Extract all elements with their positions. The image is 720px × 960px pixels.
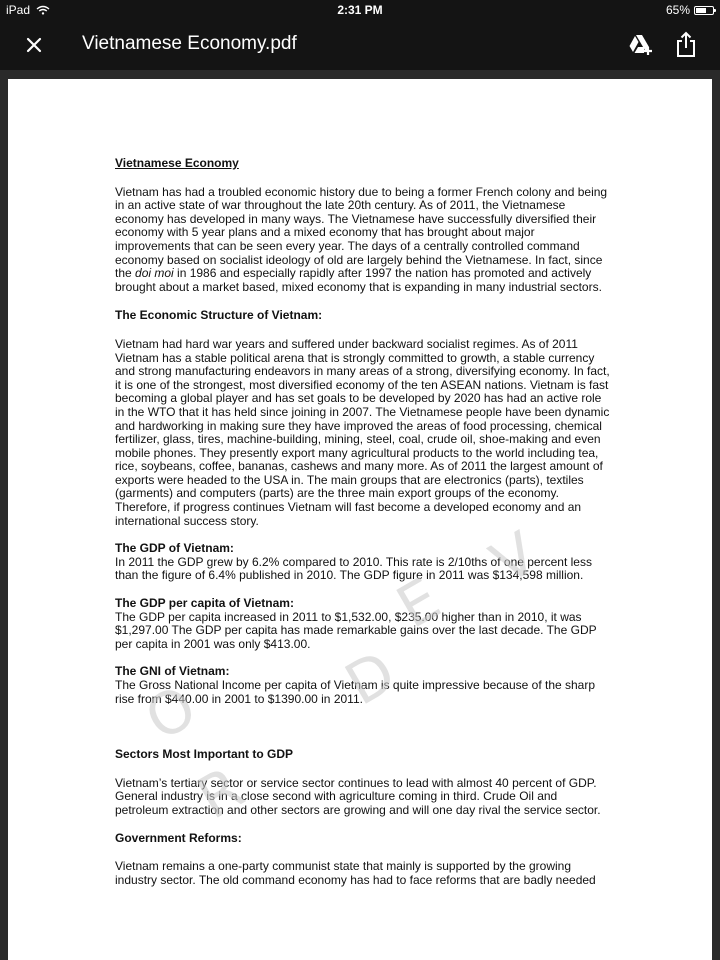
share-button[interactable] [674, 31, 698, 59]
section-heading-gdp: The GDP of Vietnam: [115, 541, 234, 556]
page-content [115, 157, 611, 887]
section-body-sectors: Vietnam’s tertiary sector or service sector continues to lead with almost 40 percent of GDP. General industry is in a close second with agriculture coming in third. Crude Oil and petroleum extraction and other sectors are growing and will one day rival the service sector. [115, 775, 601, 817]
watermark-letter: V [479, 518, 549, 598]
battery-icon [694, 6, 714, 15]
intro-text-b: in 1986 and especially rapidly after 1997 the nation has promoted and actively brought about a market based, mixed economy that is expanding in many industrial sectors. [115, 266, 602, 294]
watermark-letter: R [185, 753, 255, 833]
status-bar [0, 0, 720, 20]
doc-heading: Vietnamese Economy [115, 156, 239, 170]
status-right [666, 3, 714, 17]
section-body-structure: Vietnam had hard war years and suffered under backward socialist regimes. As of 2011 Vietnam has a stable political arena that is strongly committed to growth, a stable currency and strong manufacturing endeavors in many areas of a strong, diversifying economy. In fact, it is one of the strongest, most diversified economy of the ten ASEAN nations. Vietnam is fast becoming a global player and has set goals to be developed by 2020 has had an active role in the WTO that it has held since joining in 2007. The Vietnamese people have been dynamic and hardworking in making sure they have improved the areas of food processing, chemical fertilizer, glass, tires, machine-building, mining, steel, coal, crude oil, shoe-making and even mobile phones. They presently export many agricultural products to the world including tea, rice, soybeans, coffee, bananas, cashews and many more. As of 2011 the largest amount of exports were headed to the USA in. The main groups that are electronics (parts), textiles (garments) and computers (parts) are the three main export groups of the economy. Therefore, if progress continues Vietnam will fast become a developed economy and an international success story. [115, 336, 610, 528]
pdf-page [8, 79, 712, 960]
watermark-letter: O [134, 672, 208, 754]
battery-fill [696, 8, 706, 13]
section-body-gdp: In 2011 the GDP grew by 6.2% compared to 2010. This rate is 2/10ths of one percent less than the figure of 6.4% published in 2010. The GDP figure in 2011 was $134,598 million. [115, 554, 592, 583]
section-body-gni: The Gross National Income per capita of Vietnam is quite impressive because of the sharp rise from $440.00 in 2001 to $1390.00 in 2011. [115, 678, 596, 706]
viewer-toolbar [0, 20, 720, 70]
section-body-gdp-per-capita: The GDP per capita increased in 2011 to $1,532.00, $235.00 higher than in 2010, it was $1,297.00 The GDP per capita has made remarkable gains over the last decade. The GDP per capita in 2001 was only $413.00. [115, 609, 597, 651]
document-title: Vietnamese Economy.pdf [82, 33, 297, 54]
section-heading-structure: The Economic Structure of Vietnam: [115, 308, 323, 323]
intro-text-a: Vietnam has had a troubled economic history due to being a former French colony and being in an active state of war throughout the late 20th century. As of 2011, the Vietnamese economy has developed in many ways. The Vietnamese have successfully diversified their economy with 5 year plans and a mixed economy that has brought about major improvements that can be seen every year. The days of a centrally controlled command economy based on socialist ideology of old are largely behind the Vietnamese. In fact, since the [115, 184, 608, 281]
share-icon [674, 31, 698, 59]
watermark-letter: E [385, 564, 452, 642]
google-drive-add-icon [628, 33, 654, 57]
document-viewer[interactable] [0, 70, 720, 960]
status-time: 2:31 PM [337, 3, 383, 17]
device-label: iPad [6, 3, 31, 17]
section-heading-gdp-per-capita: The GDP per capita of Vietnam: [115, 596, 294, 611]
intro-italic: doi moi [135, 266, 174, 281]
intro-paragraph [115, 186, 611, 295]
section-heading-reforms: Government Reforms: [115, 830, 242, 845]
section-heading-sectors: Sectors Most Important to GDP [115, 747, 294, 762]
close-icon [26, 37, 42, 53]
watermark-letter: D [333, 637, 407, 719]
battery-percent: 65% [665, 3, 690, 17]
section-heading-gni: The GNI of Vietnam: [115, 664, 230, 679]
close-button[interactable] [20, 31, 48, 59]
section-body-reforms: Vietnam remains a one-party communist state that mainly is supported by the growing industry sector. The old command economy has had to face reforms that are badly needed [115, 859, 596, 887]
add-to-drive-button[interactable] [628, 33, 654, 57]
